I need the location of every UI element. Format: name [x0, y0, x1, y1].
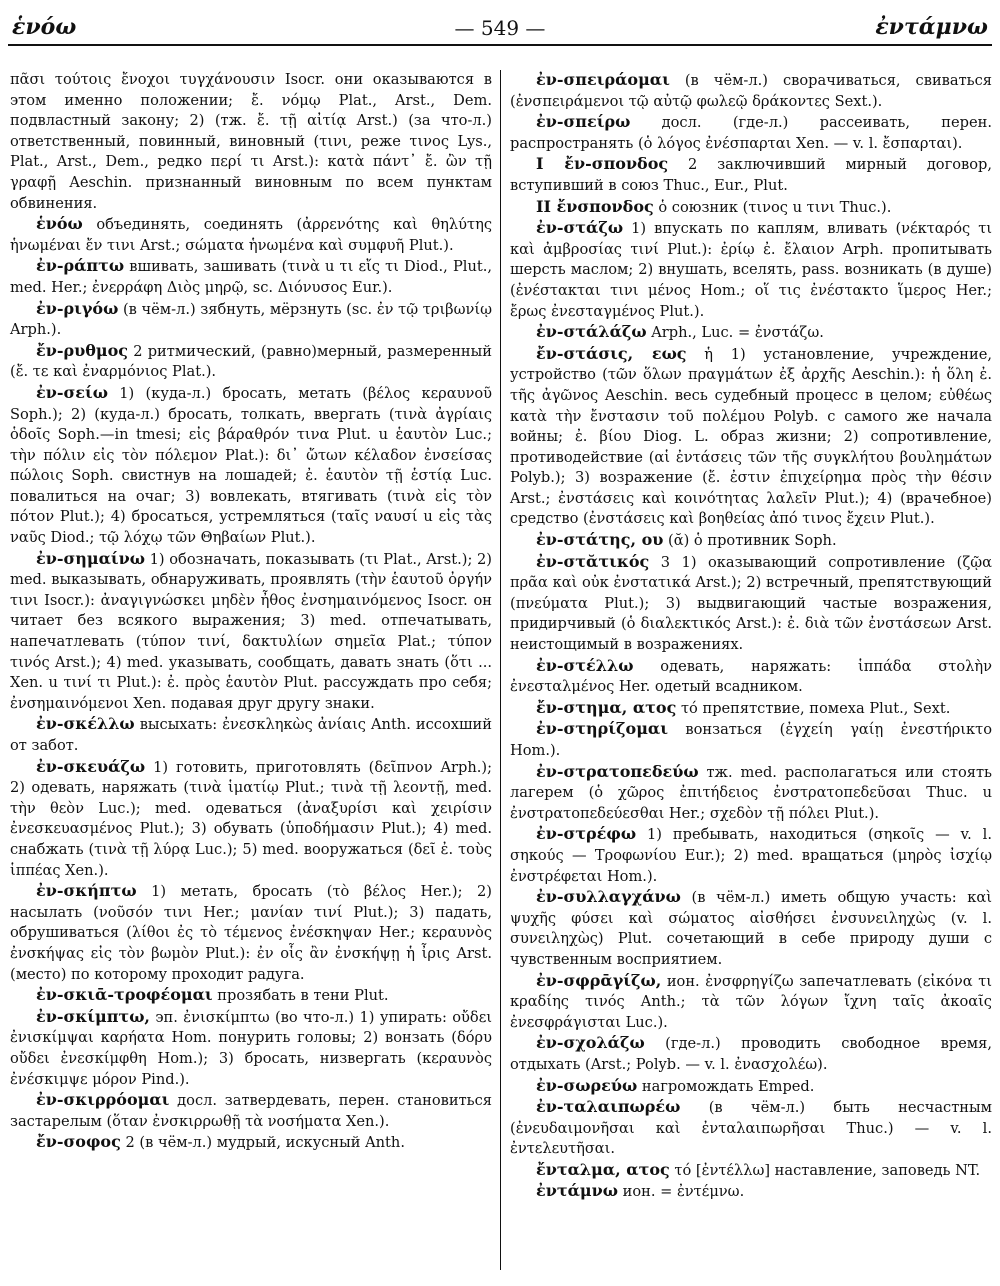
entry-definition: 1) впускать по каплям, вливать (νέκταρός τι καὶ ἀμβροσίας τινί Plut.): ἐρίῳ ἐ. ἔλαιον Arph. пропитывать шерсть маслом; 2) внушать, вселять, pass. возникать (в душе) (ἐνέστακται τινι μένος Hom.; οἵ τις ἐνέστακτο ἵμερος Her.; ἔρως ἐνεσταγμένος Plut.).	[510, 220, 992, 320]
entry-definition: (ᾰ) ὁ противник Soph.	[663, 532, 837, 550]
dictionary-entry	[10, 256, 492, 298]
entry-headword: ἐν-σκευάζω	[36, 756, 146, 776]
entry-headword: II ἔνσπονδος	[536, 196, 654, 216]
entry-definition: (где-л.) проводить свободное время, отдыхать (Arst.; Polyb. — v. l. ἐνασχολέω).	[510, 1035, 992, 1073]
entry-definition: (в чём-л.) зябнуть, мёрзнуть (sc. ἐν τῷ τριβωνίῳ Arph.).	[10, 300, 492, 339]
dictionary-entry	[510, 552, 992, 656]
entry-headword: ἐν-στάζω	[536, 218, 624, 238]
dictionary-entry	[10, 1132, 492, 1154]
entry-definition: ион. ἐνσφρηγίζω запечатлевать (εἰκόνα τι κραδίης τινός Anth.; τὰ τῶν λόγων ἴχνη ταῖς ἀκοαῖς ἐνεσφράγισται Luc.).	[510, 972, 992, 1031]
page-header	[8, 14, 992, 46]
dictionary-entry	[510, 112, 992, 154]
entry-definition: тж. med. располагаться или стоять лагерем (ὁ χῶρος ἐπιτήδειος ἐνστρατοπεδεῦσαι Thuc. u ἐνστρατοπεδεύεσθαι Her.; σχεδὸν τῇ πόλει Plut.).	[510, 763, 992, 822]
entry-headword: ἔνταλμα, ατος	[536, 1159, 670, 1179]
dictionary-entry	[510, 1076, 992, 1098]
dictionary-entry	[510, 197, 992, 219]
entry-headword: ἐν-σκέλλω	[36, 714, 135, 734]
entry-headword: ἔν-ρυθμος	[36, 340, 129, 360]
entry-definition: досл. затвердевать, перен. становиться застарелым (ὅταν ἐνσκιρρωθῇ τὰ νοσήματα Xen.).	[10, 1092, 492, 1130]
entry-definition: одевать, наряжать: ἱππάδα στολὴν ἐνεσταλμένος Her. одетый всадником.	[510, 657, 992, 696]
entry-headword: ἐν-σείω	[36, 382, 108, 402]
dictionary-entry	[510, 762, 992, 825]
entry-definition: τό препятствие, помеха Plut., Sext.	[676, 699, 951, 717]
entry-headword: ἐν-ριγόω	[36, 298, 119, 318]
entry-definition: ἡ 1) установление, учреждение, устройство (τῶν ὅλων πραγμάτων ἐξ ἀρχῆς Aeschin.): ἡ ὅλη ἐ. τῆς ἀγῶνος Aeschin. весь судебный процесс в целом; εὐθέως κατὰ τὴν ἔνστασιν τοῦ πολέμου Polyb. с самого же начала войны; ἐ. βίου Diog. L. образ жизни; 2) сопротивление, противодействие (αἱ ἐντάσεις τῶν τῆς συγκλήτου βουλημάτων Polyb.); 3) возражение (ἔ. ἐστιν ἐπιχείρημα πρὸς τὴν θέσιν Arst.; ἐνστάσεις καὶ κοινότητας λαλεῖν Plut.); 4) (врачебное) средство (ἐνστάσεις καὶ βοηθείας ἀπό τινος ἔχειν Plut.).	[510, 345, 993, 528]
dictionary-entry	[10, 549, 492, 715]
entry-headword: ἔν-στάσις, εως	[536, 343, 687, 363]
entry-definition: 2 (в чём-л.) мудрый, искусный Anth.	[120, 1134, 405, 1152]
entry-headword: ἐν-σκίμπτω,	[36, 1006, 150, 1026]
dictionary-entry	[510, 719, 992, 761]
dictionary-entry	[10, 70, 492, 214]
entry-definition: эп. ἐνισκίμπτω (во что-л.) 1) упирать: οὔδει ἐνισκίμψαι καρήατα Hom. понурить головы; 2) вонзать (δόρυ οὔδει ἐνεσκίμφθη Hom.); 3) бросать, низвергать (κεραυνὸς ἐνέσκιμψε μόρον Pind.).	[10, 1008, 492, 1088]
entry-definition: вонзаться (ἐγχείη γαίῃ ἐνεστήρικτο Hom.).	[510, 721, 992, 759]
entry-headword: ἐν-σκήπτω	[36, 881, 137, 901]
page-number: — 549 —	[454, 16, 546, 40]
dictionary-entry	[510, 656, 992, 698]
entry-headword: ἐν-στρέφω	[536, 824, 637, 844]
entry-definition: 1) метать, бросать (τὸ βέλος Her.); 2) насылать (νοῦσόν τινι Her.; μανίαν τινί Plut.); 3) падать, обрушиваться (λίθοι ἐς τὸ τέμενος ἐνέσκηψαν Her.; κεραυνὸς ἐνσκήψας εἰς τὸν βωμὸν Plut.): ἐν οἷς ἂν ἐνσκήψῃ ἡ ἶρις Arst. (место) по которому проходит радуга.	[10, 883, 492, 983]
entry-definition: ион. = ἐντέμνω.	[617, 1183, 745, 1201]
entry-definition: τό [ἐντέλλω] наставление, заповедь NT.	[669, 1161, 981, 1179]
dictionary-entry	[510, 322, 992, 344]
dictionary-entry	[10, 1090, 492, 1132]
dictionary-entry	[10, 714, 492, 756]
entry-headword: ἐν-στᾰτικός	[536, 551, 650, 571]
dictionary-entry	[510, 344, 992, 530]
entry-headword: ἐν-στρατοπεδεύω	[536, 761, 699, 781]
entry-headword: ἔν-στημα, ατος	[536, 697, 677, 717]
entry-headword: ἑνόω	[36, 214, 83, 234]
dictionary-entry	[10, 881, 492, 985]
entry-definition: 1) обозначать, показывать (τι Plat., Arst.); 2) med. выказывать, обнаруживать, проявлять (τὴν ἑαυτοῦ ὀργήν τινι Isocr.): ἀναγιγνώσκει μηδὲν ἦθος ἐνσημαινόμενος Isocr. он читает без всякого выражения; 3) med. отпечатывать, напечатлевать (τύπον τινί, δακτυλίων σημεῖα Plat.; τύπον τινός Arst.); 4) med. указывать, сообщать, давать знать (ὅτι ... Xen. u τινί τι Plut.): ἐ. πρὸς ἑαυτὸν Plut. рассуждать про себя; ἐνσημαινόμενοι Xen. подавая друг другу знаки.	[10, 550, 492, 712]
entry-definition: πᾶσι τούτοις ἔνοχοι τυγχάνουσιν Isocr. они оказываются в этом именно положении; ἔ. νόμῳ Plat., Arst., Dem. подвластный закону; 2) (тж. ἔ. τῇ αἰτίᾳ Arst.) (за что-л.) ответственный, повинный, виновный (τινι, реже τινος Lys., Plat., Arst., Dem., редко περί τι Arst.): κατὰ πάντ᾽ ἔ. ὢν τῇ γραφῇ Aeschin. признанный виновным по всем пунктам обвинения.	[10, 71, 492, 212]
entry-headword: ἐν-σπειράομαι	[536, 70, 670, 89]
entry-definition: нагромождать Emped.	[637, 1077, 815, 1095]
entry-definition: 1) готовить, приготовлять (δεῖπνον Arph.); 2) одевать, наряжать (τινὰ ἱματίῳ Plut.; τινὰ τῇ λεοντῇ, med. τὴν θεὸν Luc.); med. одеваться (ἀναξυρίσι καὶ χειρίσιν ἐνεσκευασμένος Plut.); 3) обувать (ὑποδήμασιν Plut.); 4) med. снабжать (τινὰ τῇ λύρᾳ Luc.); 5) med. вооружаться (δεῖ ἐ. τοὺς ἱππέας Xen.).	[10, 758, 492, 879]
right-column	[510, 70, 992, 1203]
entry-definition: 3 1) оказывающий сопротивление (ζῷα πρᾶα καὶ οὐκ ἐνστατικά Arst.); 2) встречный, препятствующий (πνεύματα Plut.); 3) выдвигающий частые возражения, придирчивый (ὁ διαλεκτικός Arst.): ἐ. διὰ τῶν ἐνστάσεων Arst. неистощимый в возражениях.	[510, 553, 992, 654]
dictionary-entry	[510, 971, 992, 1034]
entry-headword: ἐν-σχολάζω	[536, 1033, 645, 1053]
dictionary-entry	[510, 530, 992, 552]
entry-definition: высыхать: ἐνεσκληκὼς ἀνίαις Anth. иссохший от забот.	[10, 716, 492, 754]
dictionary-entry	[510, 1181, 992, 1203]
entry-headword: ἐν-ταλαιπωρέω	[536, 1097, 681, 1117]
entry-definition: 1) (куда-л.) бросать, метать (βέλος κεραυνοῦ Soph.); 2) (куда-л.) бросать, толкать, ввергать (τινὰ ἀγρίαις ὁδοῖς Soph.—in tmesi; εἰς βάραθρόν τινα Plut. u ἑαυτὸν Luc.; τὴν πόλιν εἰς τὸν πόλεμον Plat.): δι᾽ ὤτων κέλαδον ἐνσείσας πώλοις Soph. свистнув на лошадей; ἐ. ἑαυτὸν τῇ ἑστίᾳ Luc. повалиться на очаг; 3) вовлекать, втягивать (τινὰ εἰς τὸν πότον Plut.); 4) бросаться, устремляться (ταῖς ναυσί u εἰς τὰς ναῦς Diod.; τῷ λόχῳ τῶν Θηβαίων Plut.).	[10, 384, 492, 547]
entry-definition: 2 заключивший мирный договор, вступивший в союз Thuc., Eur., Plut.	[510, 156, 993, 194]
entry-headword: ἐν-σωρεύω	[536, 1075, 638, 1095]
entry-headword: ἐν-στέλλω	[536, 655, 634, 675]
dictionary-entry	[10, 985, 492, 1007]
entry-definition: (в чём-л.) иметь общую участь: καὶ ψυχῆς φύσει καὶ σώματος αἰσθήσει ἐνσυνειληχὼς (v. l. συνειληχὼς) Plut. сочетающий в себе природу души с чувственным восприятием.	[510, 889, 992, 968]
left-column	[10, 70, 492, 1154]
dictionary-entry	[10, 383, 492, 549]
entry-headword: I ἔν-σπονδος	[536, 154, 669, 174]
entry-headword: ἐν-στάτης, ου	[536, 530, 664, 550]
entry-definition: Arph., Luc. = ἐνστάζω.	[646, 324, 824, 342]
entry-definition: досл. (где-л.) рассеивать, перен. распространять (ὁ λόγος ἐνέσπαρται Xen. — v. l. ἔσπαρται).	[510, 114, 992, 152]
dictionary-entry	[510, 887, 992, 970]
entry-headword: ἐν-σκιρρόομαι	[36, 1090, 170, 1110]
entry-definition: прозябать в тени Plut.	[212, 987, 389, 1005]
dictionary-entry	[510, 70, 992, 112]
entry-headword: ἐν-συλλαγχάνω	[536, 887, 681, 907]
dictionary-entry	[10, 1007, 492, 1090]
entry-headword: ἐντάμνω	[536, 1181, 618, 1201]
entry-headword: ἐν-σπείρω	[536, 112, 631, 132]
dictionary-entry	[510, 698, 992, 720]
dictionary-entry	[10, 299, 492, 341]
entry-headword: ἐν-ράπτω	[36, 256, 125, 276]
dictionary-entry	[510, 218, 992, 322]
entry-headword: ἐν-στάλάζω	[536, 322, 647, 342]
dictionary-entry	[510, 824, 992, 887]
entry-definition: ὁ союзник (τινος u τινι Thuc.).	[653, 198, 892, 216]
entry-definition: (в чём-л.) сворачиваться, свиваться (ἐνσπειράμενοι τῷ αὐτῷ φωλεῷ δράκοντες Sext.).	[510, 72, 992, 110]
entry-headword: ἐν-σφρᾱγίζω,	[536, 970, 662, 990]
dictionary-entry	[10, 757, 492, 882]
column-divider	[500, 70, 501, 1270]
dictionary-entry	[510, 154, 992, 196]
dictionary-entry	[510, 1033, 992, 1075]
entry-definition: 2 ритмический, (равно)мерный, размеренный (ἔ. τε καὶ ἐναρμόνιος Plat.).	[10, 342, 492, 381]
entry-definition: (в чём-л.) быть несчастным (ἐνευδαιμονῆσαι καὶ ἐνταλαιπωρῆσαι Thuc.) — v. l. ἐντελευτῆσαι.	[510, 1099, 992, 1158]
entry-definition: 1) пребывать, находиться (σηκοῖς — v. l. σηκούς — Τροφωνίου Eur.); 2) med. вращаться (μηρὸς ἰσχίῳ ἐνστρέφεται Hom.).	[510, 826, 992, 885]
entry-headword: ἐν-σημαίνω	[36, 548, 145, 568]
dictionary-entry	[510, 1097, 992, 1160]
entry-definition: вшивать, зашивать (τινὰ u τι εἴς τι Diod., Plut., med. Her.; ἐνερράφη Διὸς μηρῷ, sc. Διόνυσος Eur.).	[10, 258, 492, 296]
entry-headword: ἔν-σοφος	[36, 1132, 121, 1152]
entry-definition: объединять, соединять (ἀρρενότης καὶ θηλύτης ἡνωμέναι ἔν τινι Arst.; σώματα ἡνωμένα καὶ συμφυῆ Plut.).	[10, 216, 492, 254]
entry-headword: ἐν-σκιᾱ-τροφέομαι	[36, 985, 213, 1005]
dictionary-entry	[10, 214, 492, 256]
dictionary-entry	[10, 341, 492, 383]
header-right-word: ἐντάμνω	[875, 14, 988, 40]
header-left-word: ἑνόω	[12, 14, 77, 40]
entry-headword: ἐν-στηρίζομαι	[536, 719, 668, 739]
dictionary-entry	[510, 1160, 992, 1182]
